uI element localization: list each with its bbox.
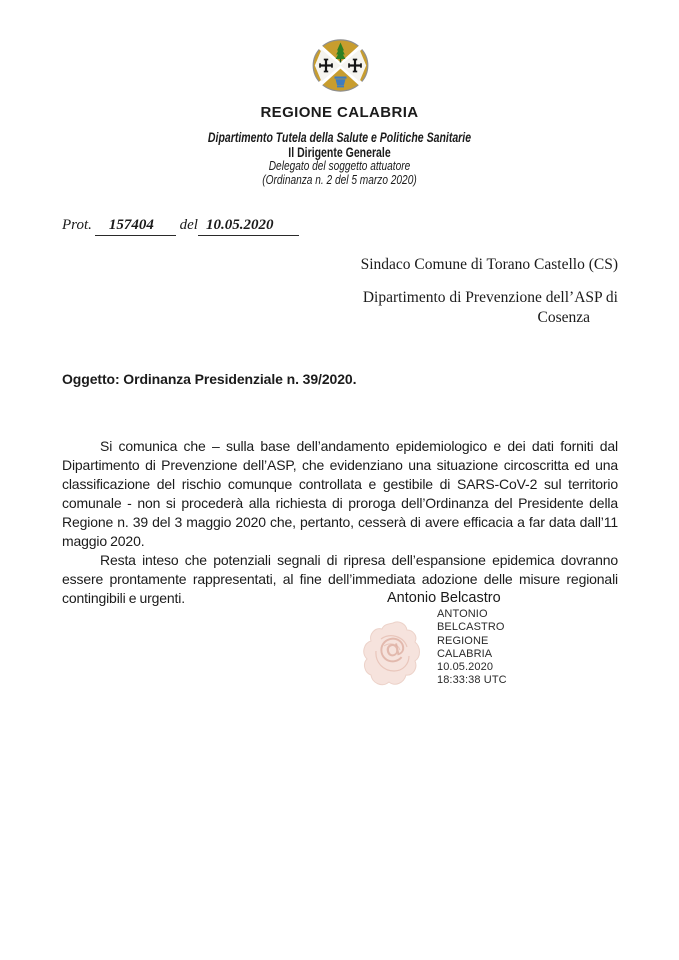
role-title: Il Dirigente Generale xyxy=(288,144,391,160)
department-name: Dipartimento Tutela della Salute e Politiche Sanitarie xyxy=(207,130,472,145)
stamp-line: BELCASTRO xyxy=(437,621,505,634)
protocol-label: Prot. xyxy=(62,217,92,233)
seal-svg xyxy=(362,616,424,694)
digital-signature-seal-icon xyxy=(362,616,424,694)
letter-body xyxy=(62,437,618,608)
stamp-line: REGIONE xyxy=(437,634,489,647)
signature-stamp-text xyxy=(437,608,507,688)
recipient-asp-city: Cosenza xyxy=(537,309,590,326)
protocol-del-label: del xyxy=(179,217,198,233)
subject-line: Oggetto: Ordinanza Presidenziale n. 39/2020. xyxy=(62,371,357,387)
ordinance-reference: (Ordinanza n. 2 del 5 marzo 2020) xyxy=(262,171,417,187)
protocol-number: 157404 xyxy=(108,217,154,233)
regione-calabria-emblem-icon xyxy=(312,39,369,92)
svg-text:@: @ xyxy=(374,629,410,668)
org-title: REGIONE CALABRIA xyxy=(260,104,419,121)
protocol-date: 10.05.2020 xyxy=(205,217,274,233)
recipient-mayor: Sindaco Comune di Torano Castello (CS) xyxy=(360,256,618,273)
stamp-line: 18:33:38 UTC xyxy=(437,674,507,687)
recipient-asp-line1: Dipartimento di Prevenzione dell’ASP di xyxy=(362,289,618,306)
letterhead-block xyxy=(75,131,605,186)
signer-name: Antonio Belcastro xyxy=(387,590,501,606)
stamp-line: 10.05.2020 xyxy=(437,661,494,674)
delegate-line: Delegato del soggetto attuatore xyxy=(268,158,411,174)
emblem-svg xyxy=(312,39,369,92)
stamp-line: ANTONIO xyxy=(437,608,488,620)
body-paragraph-1: Si comunica che – sulla base dell’andamento epidemiologico e dei dati forniti dal Dipartimento di Prevenzione dell’ASP, che evidenziano una situazione circoscritta ed una classificazione del rischio comunque controllata e gestibile di SARS-CoV-2 sul territorio comunale - non si procederà alla richiesta di proroga dell’Ordinanza del Presidente della Regione n. 39 del 3 maggio 2020 che, pertanto, cesserà di avere efficacia a far data dall’11 maggio 2020. xyxy=(62,438,618,549)
protocol-line xyxy=(62,217,299,236)
stamp-line: CALABRIA xyxy=(437,647,493,660)
body-paragraph-2: Resta inteso che potenziali segnali di ripresa dell’espansione epidemica dovranno essere prontamente rappresentati, al fine dell’immediata adozione delle misure regionali contingibili e urgenti. xyxy=(62,552,618,606)
recipient-asp xyxy=(330,288,618,328)
